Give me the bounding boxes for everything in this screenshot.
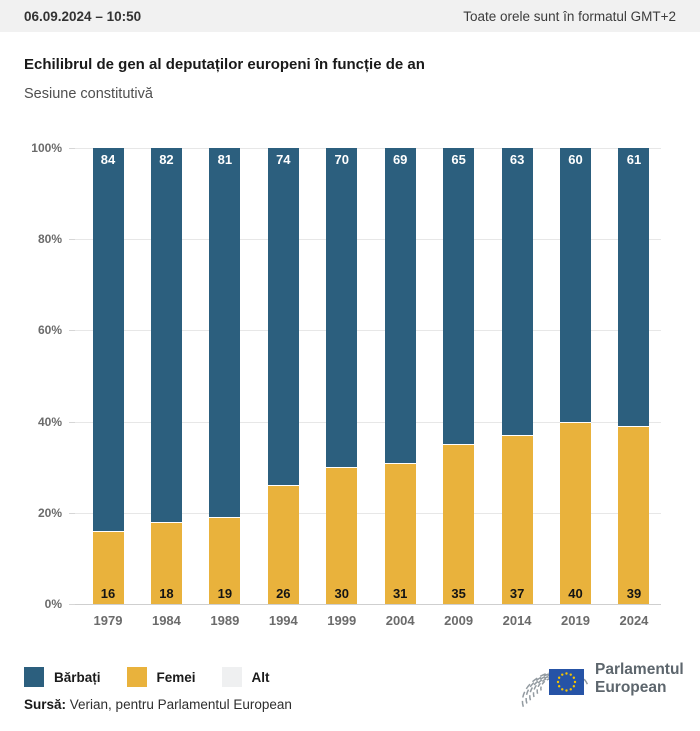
x-axis-label-1999: 1999 — [327, 613, 357, 628]
value-label-women-1999: 30 — [334, 586, 349, 601]
bar-2004[interactable] — [385, 148, 416, 604]
bar-segment-women-1999[interactable] — [326, 467, 357, 604]
bar-1979[interactable] — [93, 148, 124, 604]
bar-segment-women-2004[interactable] — [385, 463, 416, 604]
source-label: Sursă: — [24, 697, 67, 712]
value-label-women-2009: 35 — [451, 586, 466, 601]
value-label-women-2019: 40 — [568, 586, 583, 601]
bar-segment-men-2024[interactable] — [618, 148, 649, 426]
source-text: Verian, pentru Parlamentul European — [66, 697, 292, 712]
logo-line1: Parlamentul — [595, 661, 684, 678]
x-axis-label-1984: 1984 — [151, 613, 181, 628]
bar-2024[interactable] — [618, 148, 649, 604]
legend-swatch-women — [127, 667, 147, 687]
legend-item-women — [127, 667, 196, 687]
value-label-men-1989: 81 — [217, 152, 233, 167]
x-axis-label-1979: 1979 — [93, 613, 123, 628]
chart-plot-area — [75, 148, 661, 604]
y-axis-label-100: 100% — [31, 141, 62, 155]
x-axis-label-1994: 1994 — [268, 613, 298, 628]
bar-segment-men-1984[interactable] — [151, 148, 182, 522]
value-label-men-2019: 60 — [568, 152, 583, 167]
y-tick — [69, 330, 75, 331]
x-axis-label-2024: 2024 — [619, 613, 649, 628]
bar-segment-women-2024[interactable] — [618, 426, 649, 604]
x-axis-label-1989: 1989 — [210, 613, 240, 628]
bar-segment-women-2009[interactable] — [443, 444, 474, 604]
y-tick — [69, 422, 75, 423]
y-axis-label-0: 0% — [44, 597, 62, 611]
legend-swatch-men — [24, 667, 44, 687]
value-label-women-2024: 39 — [626, 586, 642, 601]
value-label-men-2014: 63 — [509, 152, 525, 167]
bar-segment-women-2019[interactable] — [560, 422, 591, 604]
y-axis-label-60: 60% — [37, 323, 62, 338]
value-label-men-2009: 65 — [451, 152, 466, 167]
bar-2019[interactable] — [560, 148, 591, 604]
bar-segment-men-2014[interactable] — [502, 148, 533, 435]
value-label-men-1984: 82 — [159, 152, 174, 167]
y-axis-label-80: 80% — [37, 232, 62, 247]
legend-swatch-other — [222, 667, 242, 687]
logo-line2: European — [595, 679, 667, 696]
x-axis-label-2019: 2019 — [561, 613, 590, 628]
bar-segment-men-1999[interactable] — [326, 148, 357, 467]
timezone-note: Toate orele sunt în formatul GMT+2 — [463, 8, 676, 24]
bar-1994[interactable] — [268, 148, 299, 604]
page-title: Echilibrul de gen al deputaților europeni în funcție de an — [24, 56, 425, 73]
bar-segment-women-2014[interactable] — [502, 435, 533, 604]
chart-legend — [24, 667, 270, 687]
y-tick — [69, 513, 75, 514]
bar-1989[interactable] — [209, 148, 240, 604]
y-tick — [69, 148, 75, 149]
page-subtitle: Sesiune constitutivă — [24, 86, 153, 102]
bar-segment-men-2019[interactable] — [560, 148, 591, 422]
value-label-women-1979: 16 — [100, 586, 116, 601]
value-label-women-1989: 19 — [217, 586, 233, 601]
x-axis-label-2014: 2014 — [502, 613, 532, 628]
value-label-men-2024: 61 — [626, 152, 642, 167]
x-axis-label-2004: 2004 — [385, 613, 415, 628]
source-note — [24, 697, 292, 712]
value-label-women-1994: 26 — [276, 586, 291, 601]
gridline-0 — [75, 604, 661, 605]
top-status-bar — [0, 0, 700, 32]
bar-segment-men-1989[interactable] — [209, 148, 240, 517]
x-axis-label-2009: 2009 — [444, 613, 474, 628]
y-tick — [69, 604, 75, 605]
bar-segment-men-2009[interactable] — [443, 148, 474, 444]
bar-2009[interactable] — [443, 148, 474, 604]
bar-segment-men-2004[interactable] — [385, 148, 416, 463]
value-label-men-1999: 70 — [334, 152, 349, 167]
bar-1999[interactable] — [326, 148, 357, 604]
legend-item-other — [222, 667, 270, 687]
value-label-men-1979: 84 — [100, 152, 116, 167]
value-label-men-2004: 69 — [392, 152, 408, 167]
y-tick — [69, 239, 75, 240]
bar-segment-men-1979[interactable] — [93, 148, 124, 531]
y-axis-label-20: 20% — [37, 505, 62, 520]
legend-label-other: Alt — [251, 669, 270, 685]
logo-wordmark — [595, 661, 684, 697]
bar-1984[interactable] — [151, 148, 182, 604]
legend-label-women: Femei — [156, 669, 196, 685]
legend-label-men: Bărbați — [54, 669, 101, 685]
bar-2014[interactable] — [502, 148, 533, 604]
bar-segment-men-1994[interactable] — [268, 148, 299, 485]
y-axis-label-40: 40% — [37, 414, 62, 429]
value-label-men-1994: 74 — [276, 152, 291, 167]
value-label-women-2004: 31 — [392, 586, 408, 601]
european-parliament-logo — [515, 652, 684, 710]
value-label-women-1984: 18 — [159, 586, 174, 601]
legend-item-men — [24, 667, 101, 687]
datetime-label: 06.09.2024 – 10:50 — [24, 8, 142, 24]
value-label-women-2014: 37 — [509, 586, 525, 601]
